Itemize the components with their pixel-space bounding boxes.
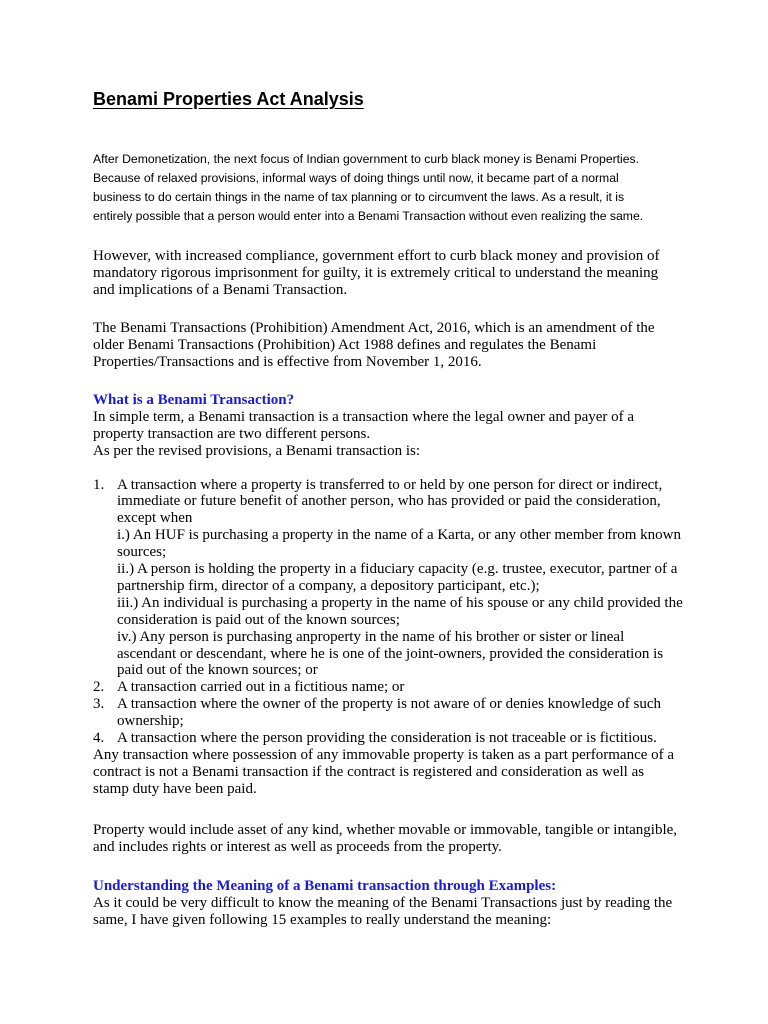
list-item [93,730,683,747]
exception-item: ii.) A person is holding the property in a fiduciary capacity (e.g. trustee, executor, partner of a partnership firm, director of a company, a depository participant, etc.); [117,561,678,594]
para-property: Property would include asset of any kind, whether movable or immovable, tangible or intangible, and includes rights or interest as well as proceeds from the property. [93,822,678,855]
exception-item: i.) An HUF is purchasing a property in the name of a Karta, or any other member from known sources; [117,527,682,561]
list-item-text: A transaction carried out in a fictitious name; or [117,679,405,696]
list-item-text: A transaction where the owner of the property is not aware of or denies knowledge of such ownership; [117,696,661,730]
definition-line: In simple term, a Benami transaction is a transaction where the legal owner and payer of a property transaction are two different persons. [93,408,635,442]
list-item-number: 4. [93,730,105,747]
intro-paragraph: After Demonetization, the next focus of Indian government to curb black money is Benami Properties. Because of relaxed provisions, informal ways of doing things until now, it became part of a normal business to do certain things in the name of tax planning or to circumvent the laws. As a result, it is entirely possible that a person would enter into a Benami Transaction without even realizing the same. [93,152,644,223]
exception-item: iii.) An individual is purchasing a property in the name of his spouse or any child provided the consideration is paid out of the known sources; [117,594,683,628]
list-item [93,696,683,730]
para-compliance-block [93,248,683,299]
list-item-text: A transaction where a property is transferred to or held by one person for direct or indirect, immediate or future benefit of another person, who has provided or paid the consideration, except when [117,476,663,527]
examples-intro: As it could be very difficult to know the meaning of the Benami Transactions just by reading the same, I have given following 15 examples to really understand the meaning: [93,894,673,928]
para-amendment-block [93,320,683,371]
section-examples [93,878,683,929]
list-item [93,679,683,696]
section-heading-examples: Understanding the Meaning of a Benami transaction through Examples: [93,878,557,894]
exception-item: iv.) Any person is purchasing anproperty in the name of his brother or sister or lineal ascendant or descendant, where he is one of the joint-owners, provided the consideration is paid out of the known sources; or [117,628,664,679]
section-what-is [93,392,683,798]
list-item-number: 3. [93,696,105,713]
para-amendment: The Benami Transactions (Prohibition) Amendment Act, 2016, which is an amendment of the older Benami Transactions (Prohibition) Act 1988 defines and regulates the Benami Properties/Transactions and is effective from November 1, 2016. [93,320,655,370]
para-compliance: However, with increased compliance, government effort to curb black money and provision of mandatory rigorous imprisonment for guilty, it is extremely critical to understand the meaning and implications of a Benami Transaction. [93,248,660,298]
part-performance-paragraph: Any transaction where possession of any immovable property is taken as a part performance of a contract is not a Benami transaction if the contract is registered and consideration as well as stamp duty have been paid. [93,747,675,797]
benami-criteria-list [93,477,683,748]
document-title: Benami Properties Act Analysis [93,89,364,109]
list-item-number: 2. [93,679,105,696]
list-item-number: 1. [93,476,105,493]
list-item [93,477,683,680]
list-item-text: A transaction where the person providing the consideration is not traceable or is fictitious. [117,730,657,747]
section-heading-what-is: What is a Benami Transaction? [93,392,295,408]
para-property-block [93,822,683,856]
provisions-line: As per the revised provisions, a Benami transaction is: [93,442,421,459]
